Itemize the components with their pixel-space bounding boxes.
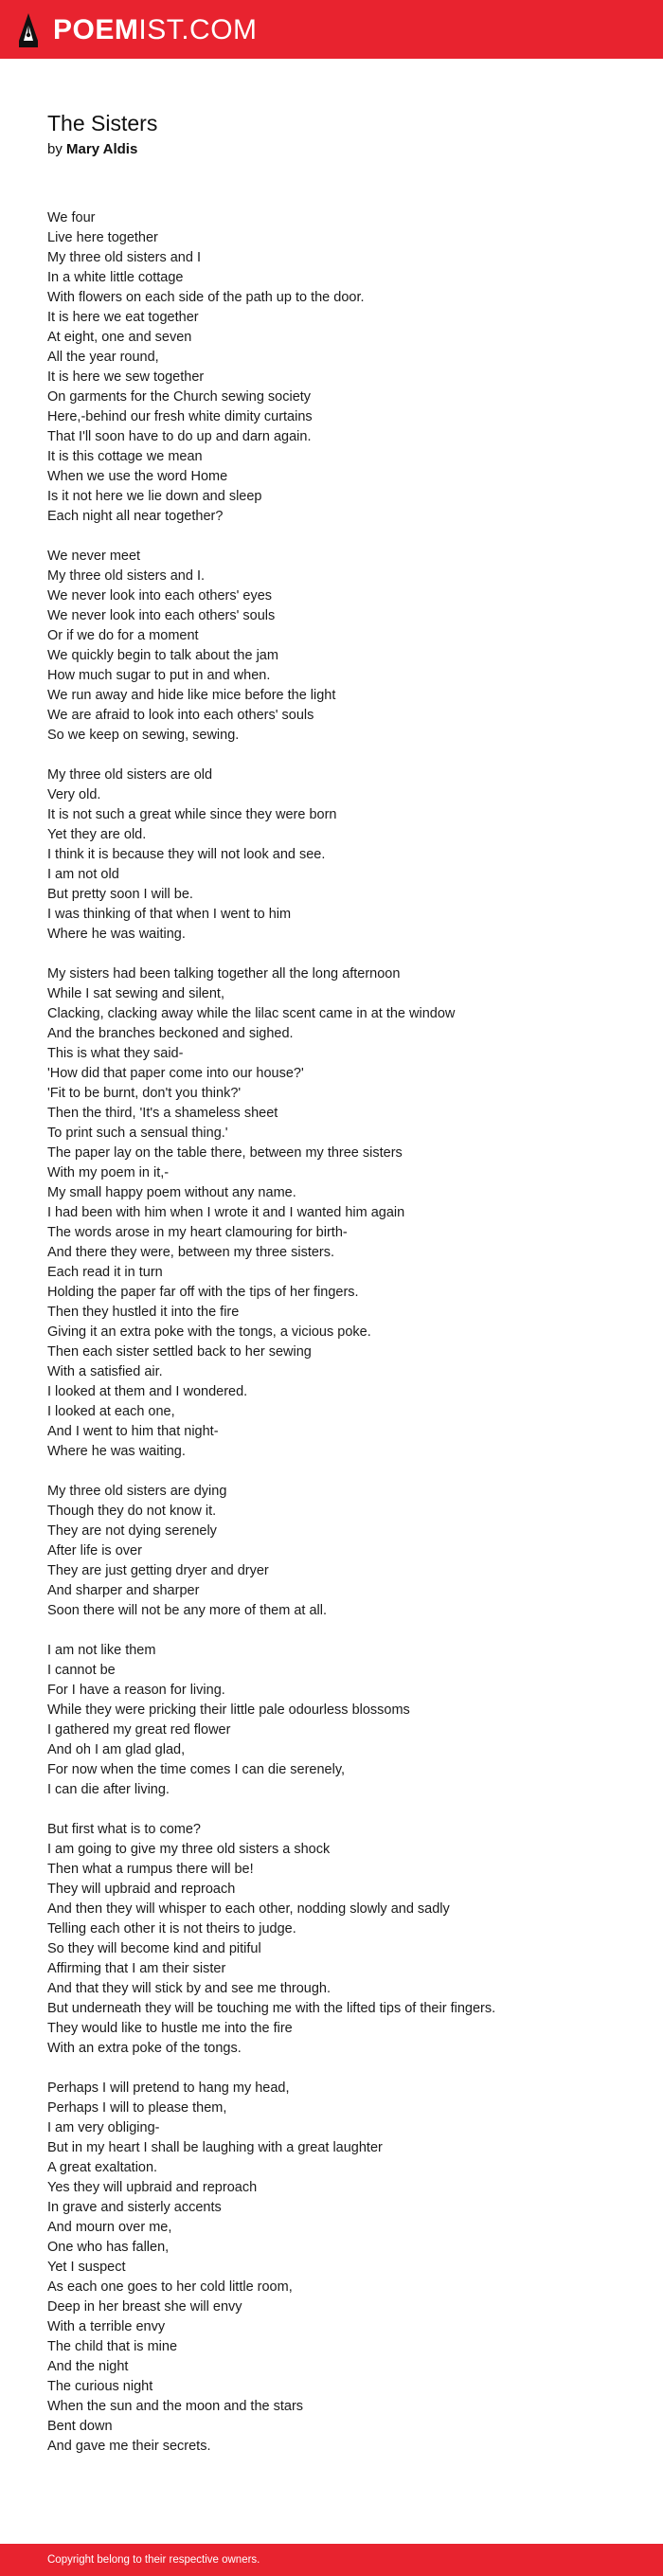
poem-line: On garments for the Church sewing society — [47, 389, 312, 405]
poem-line: I can die after living. — [47, 1782, 170, 1797]
logo-light-text: IST.COM — [138, 14, 258, 45]
poem-title: The Sisters — [47, 111, 158, 135]
poem-line: So we keep on sewing, sewing. — [47, 728, 240, 743]
poem-line: And mourn over me, — [47, 2220, 172, 2235]
poem-line: Then what a rumpus there will be! — [47, 1862, 254, 1877]
poem-line: All the year round, — [47, 350, 159, 365]
poem-line: Yet I suspect — [47, 2260, 126, 2275]
poem-line: We quickly begin to talk about the jam — [47, 648, 278, 663]
poem-line: It is this cottage we mean — [47, 449, 203, 464]
poem-line: Here,-behind our fresh white dimity curtains — [47, 409, 313, 424]
poem-line: We never meet — [47, 549, 141, 564]
poem-line: And the night — [47, 2359, 129, 2374]
poem-line: I am not old — [47, 867, 119, 882]
poem-line: How much sugar to put in and when. — [47, 668, 271, 683]
poem-line: And oh I am glad glad, — [47, 1742, 186, 1757]
poem-line: Holding the paper far off with the tips of her fingers. — [47, 1285, 359, 1300]
poem-line: Then each sister settled back to her sewing — [47, 1344, 312, 1360]
poem-line: I am very obliging- — [47, 2120, 160, 2135]
byline — [47, 140, 625, 159]
poem-line: I looked at each one, — [47, 1404, 175, 1419]
poem-line: It is here we sew together — [47, 369, 205, 385]
poem-line: My sisters had been talking together all the long afternoon — [47, 966, 401, 982]
stanza — [47, 1482, 625, 1621]
poem-line: But underneath they will be touching me with the lifted tips of their fingers. — [47, 2001, 496, 2016]
poem-line: While I sat sewing and silent, — [47, 986, 224, 1001]
poem-line: We run away and hide like mice before the light — [47, 688, 336, 703]
poem-line: While they were pricking their little pale odourless blossoms — [47, 1702, 410, 1718]
poem-line: I was thinking of that when I went to him — [47, 907, 292, 922]
poem-line: And then they will whisper to each other, nodding slowly and sadly — [47, 1901, 450, 1917]
stanza — [47, 2079, 625, 2457]
poem-line: And gave me their secrets. — [47, 2439, 211, 2454]
poem-line: When the sun and the moon and the stars — [47, 2399, 304, 2414]
poem-line: Each night all near together? — [47, 509, 224, 524]
poem-line: Then they hustled it into the fire — [47, 1305, 240, 1320]
poem-line: But first what is to come? — [47, 1822, 201, 1837]
stanza — [47, 547, 625, 746]
poem-line: We never look into each others' eyes — [47, 588, 273, 603]
poem-line: We are afraid to look into each others' souls — [47, 708, 314, 723]
poem-line: Bent down — [47, 2419, 113, 2434]
poem-line: Is it not here we lie down and sleep — [47, 489, 262, 504]
site-logo[interactable] — [17, 11, 258, 49]
poem-line: Then the third, 'It's a shameless sheet — [47, 1106, 278, 1121]
stanza — [47, 208, 625, 527]
poem-line: Very old. — [47, 787, 101, 802]
pen-nib-icon — [17, 12, 40, 48]
poem-line: The curious night — [47, 2379, 153, 2394]
poem-line: I am not like them — [47, 1643, 156, 1658]
poem-line: When we use the word Home — [47, 469, 228, 484]
poem-line: This is what they said- — [47, 1046, 184, 1061]
poem-line: The paper lay on the table there, between my three sisters — [47, 1145, 403, 1161]
poem-line: And sharper and sharper — [47, 1583, 200, 1598]
poem-line: Though they do not know it. — [47, 1504, 217, 1519]
poem-line: After life is over — [47, 1543, 142, 1558]
poem-line: That I'll soon have to do up and darn again. — [47, 429, 312, 444]
poem-line: Live here together — [47, 230, 158, 245]
poem-line: I cannot be — [47, 1663, 116, 1678]
poem-line: And that they will stick by and see me through. — [47, 1981, 332, 1996]
poem-line: We four — [47, 210, 96, 225]
stanza — [47, 964, 625, 1462]
author-name[interactable]: Mary Aldis — [66, 141, 138, 157]
poem-line: For now when the time comes I can die serenely, — [47, 1762, 346, 1777]
poem-line: My three old sisters and I. — [47, 568, 206, 584]
site-header — [0, 0, 663, 59]
poem-line: They are not dying serenely — [47, 1523, 217, 1539]
poem-line: Soon there will not be any more of them at all. — [47, 1603, 327, 1618]
poem-line: The child that is mine — [47, 2339, 178, 2354]
poem-line: In a white little cottage — [47, 270, 184, 285]
poem-line: With my poem in it,- — [47, 1165, 170, 1180]
poem-line: With a satisfied air. — [47, 1364, 163, 1379]
logo-bold-text: POEM — [53, 14, 139, 45]
poem-line: I gathered my great red flower — [47, 1722, 231, 1738]
poem-line: Deep in her breast she will envy — [47, 2299, 242, 2315]
poem-line: Or if we do for a moment — [47, 628, 199, 643]
poem-line: For I have a reason for living. — [47, 1683, 225, 1698]
poem-line: They are just getting dryer and dryer — [47, 1563, 269, 1578]
poem-line: A great exaltation. — [47, 2160, 158, 2175]
stanza — [47, 1820, 625, 2059]
poem-line: 'How did that paper come into our house?' — [47, 1066, 304, 1081]
poem-line: It is here we eat together — [47, 310, 199, 325]
poem-line: The words arose in my heart clamouring for birth- — [47, 1225, 348, 1240]
poem-line: Perhaps I will pretend to hang my head, — [47, 2081, 290, 2096]
poem-line: With an extra poke of the tongs. — [47, 2041, 242, 2056]
poem-line: But in my heart I shall be laughing with a great laughter — [47, 2140, 383, 2155]
poem-line: Perhaps I will to please them, — [47, 2100, 227, 2116]
poem-line: I think it is because they will not look and see. — [47, 847, 326, 862]
poem-line: We never look into each others' souls — [47, 608, 276, 623]
poem-line: To print such a sensual thing.' — [47, 1126, 228, 1141]
poem-line: Telling each other it is not theirs to judge. — [47, 1921, 296, 1937]
poem-line: 'Fit to be burnt, don't you think?' — [47, 1086, 242, 1101]
poem-line: I looked at them and I wondered. — [47, 1384, 248, 1399]
poem-line: And I went to him that night- — [47, 1424, 219, 1439]
site-footer — [0, 2544, 663, 2576]
poem-line: Where he was waiting. — [47, 927, 186, 942]
poem-line: Affirming that I am their sister — [47, 1961, 226, 1976]
poem-line: Giving it an extra poke with the tongs, a vicious poke. — [47, 1324, 371, 1340]
poem-line: I had been with him when I wrote it and I wanted him again — [47, 1205, 405, 1220]
poem-line: They would like to hustle me into the fire — [47, 2021, 293, 2036]
poem-line: In grave and sisterly accents — [47, 2200, 222, 2215]
stanza — [47, 1641, 625, 1800]
poem-line: As each one goes to her cold little room, — [47, 2279, 293, 2295]
poem-line: My three old sisters are dying — [47, 1484, 227, 1499]
poem-line: Yes they will upbraid and reproach — [47, 2180, 258, 2195]
poem-line: And there they were, between my three sisters. — [47, 1245, 335, 1260]
poem-line: One who has fallen, — [47, 2240, 170, 2255]
poem-line: With a terrible envy — [47, 2319, 166, 2334]
poem-line: With flowers on each side of the path up to the door. — [47, 290, 365, 305]
poem-line: My small happy poem without any name. — [47, 1185, 296, 1200]
site-name — [53, 12, 258, 48]
by-label: by — [47, 141, 63, 157]
poem-line: At eight, one and seven — [47, 330, 192, 345]
poem-line: But pretty soon I will be. — [47, 887, 193, 902]
poem-line: Clacking, clacking away while the lilac scent came in at the window — [47, 1006, 456, 1021]
poem-line: And the branches beckoned and sighed. — [47, 1026, 294, 1041]
copyright-notice: Copyright belong to their respective owners. — [47, 2554, 260, 2566]
poem-line: Where he was waiting. — [47, 1444, 186, 1459]
poem-line: I am going to give my three old sisters a shock — [47, 1842, 331, 1857]
stanza — [47, 766, 625, 945]
poem-body — [47, 208, 625, 2457]
poem-line: My three old sisters are old — [47, 767, 213, 783]
poem-line: My three old sisters and I — [47, 250, 201, 265]
poem-line: So they will become kind and pitiful — [47, 1941, 261, 1956]
poem-line: Each read it in turn — [47, 1265, 163, 1280]
poem-line: They will upbraid and reproach — [47, 1882, 236, 1897]
poem-line: Yet they are old. — [47, 827, 147, 842]
poem-content — [47, 110, 625, 2477]
poem-line: It is not such a great while since they were born — [47, 807, 337, 822]
